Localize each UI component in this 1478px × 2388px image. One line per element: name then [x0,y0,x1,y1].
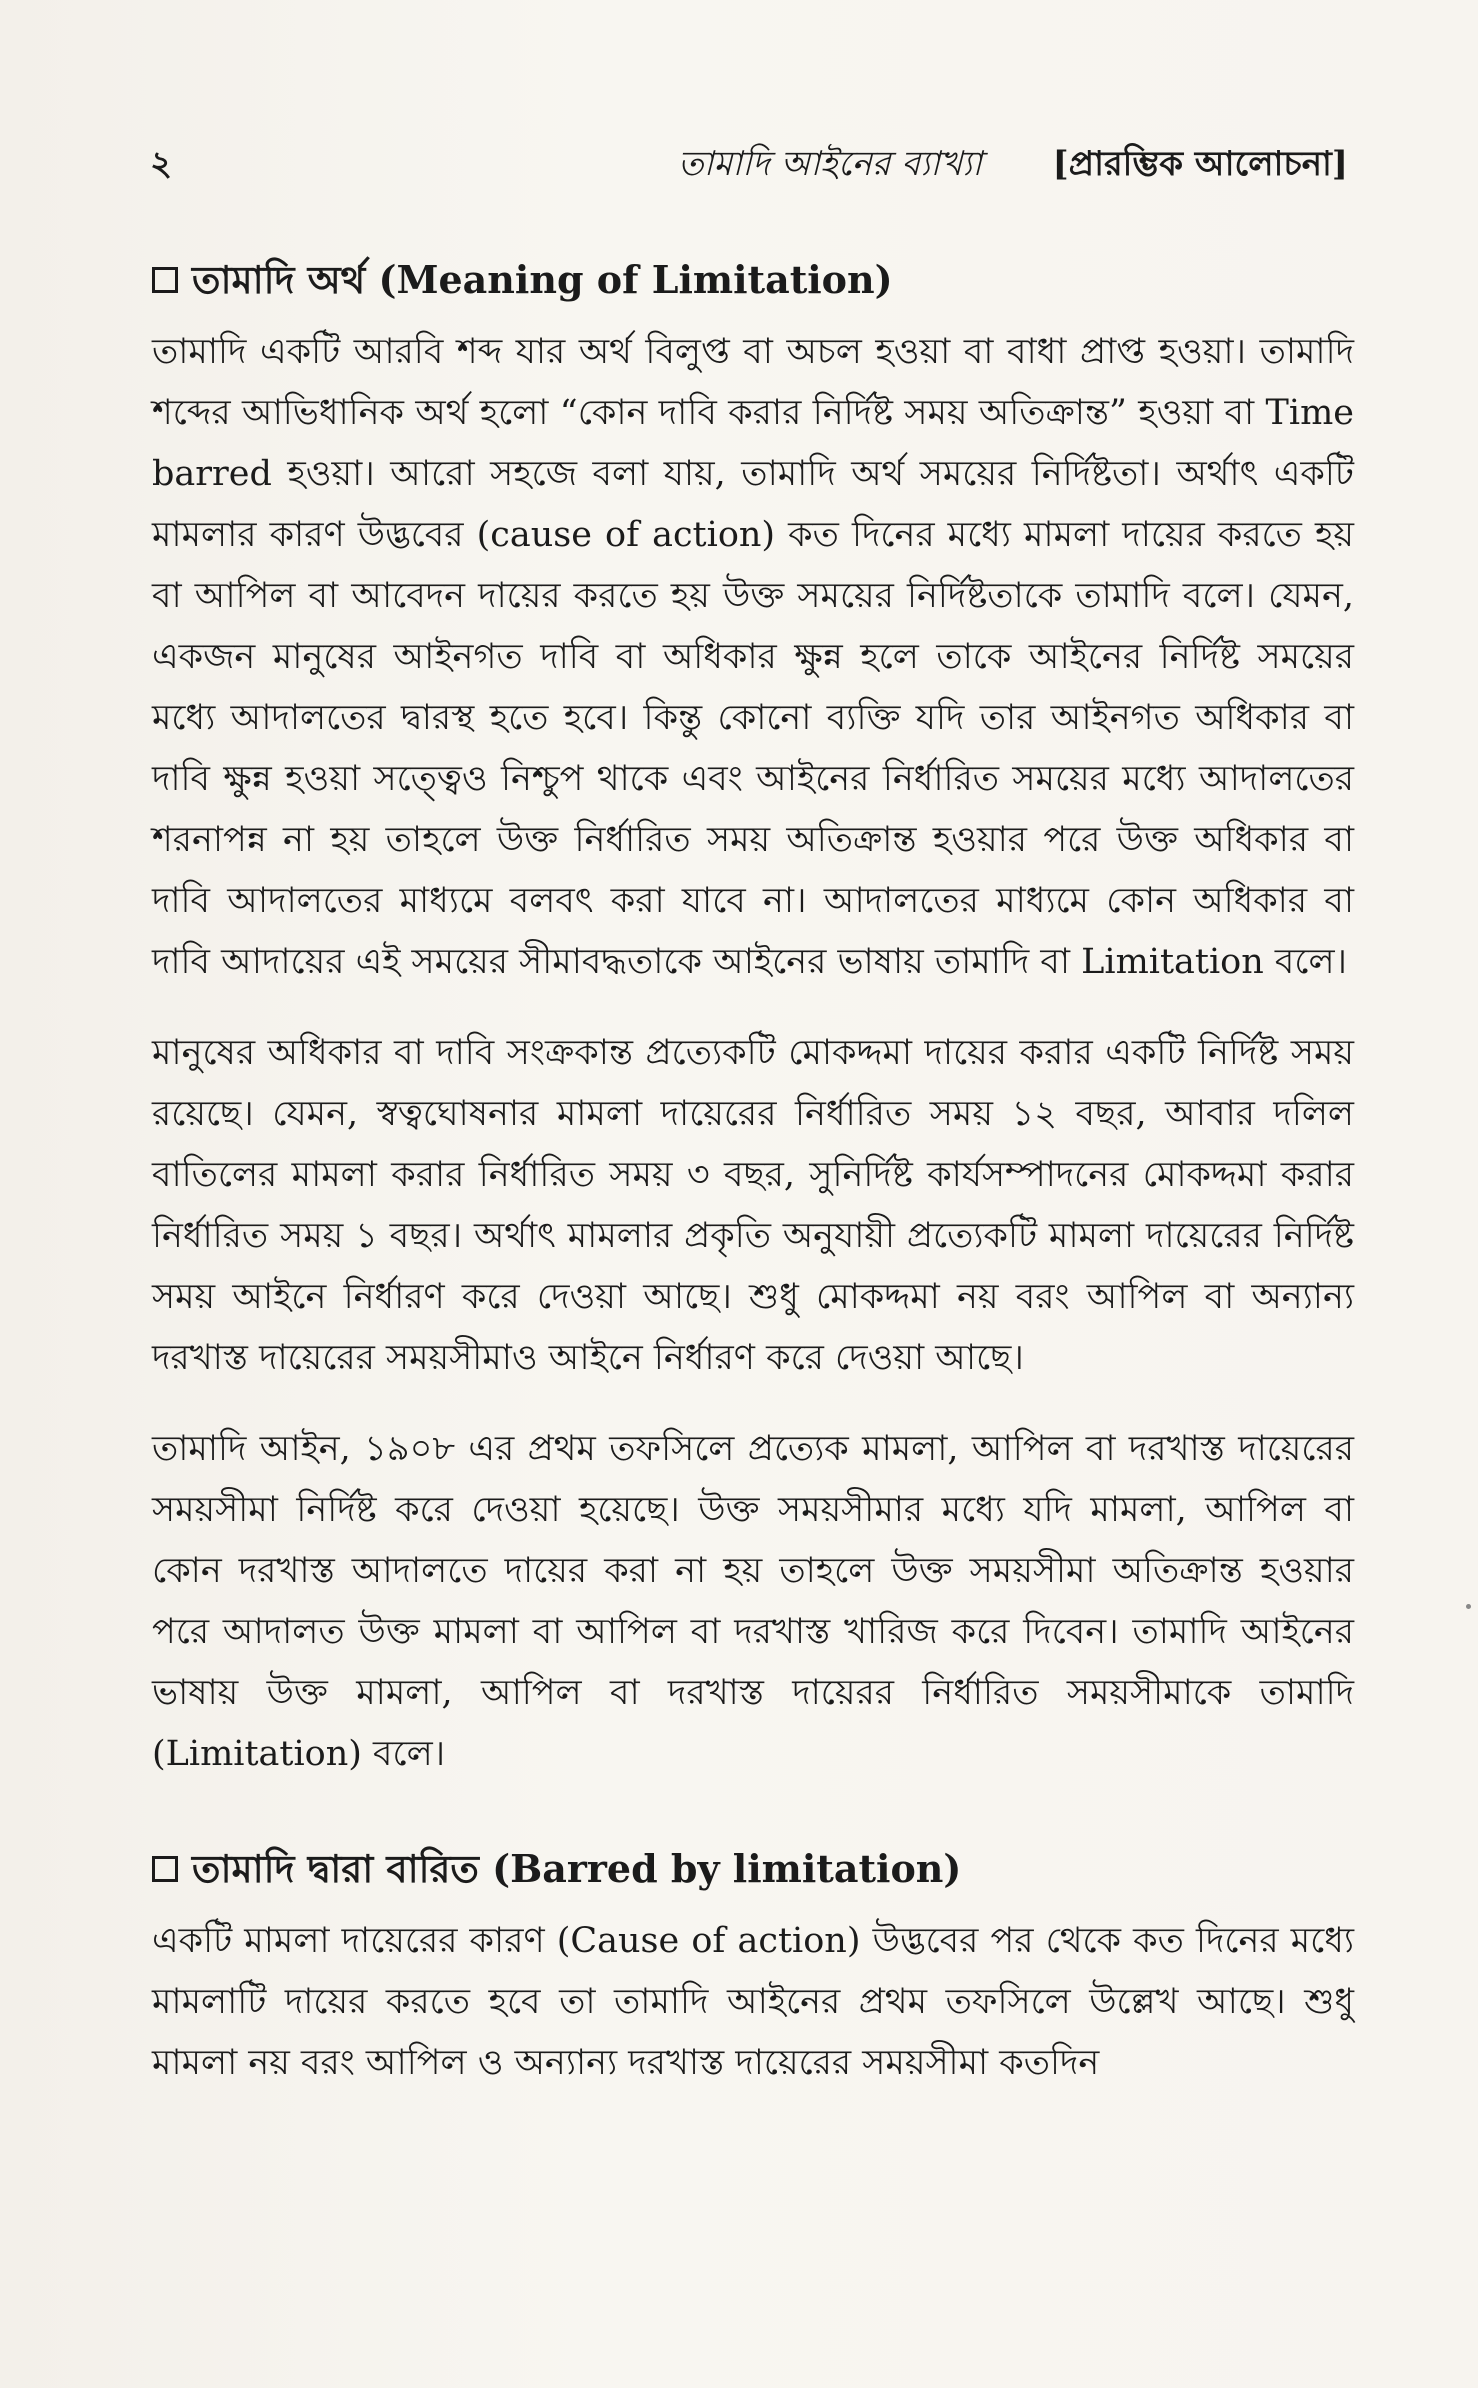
page-header [150,138,1360,188]
checkbox-icon [152,267,178,293]
paragraph: তামাদি একটি আরবি শব্দ যার অর্থ বিলুপ্ত বা অচল হওয়া বা বাধা প্রাপ্ত হওয়া। তামাদি শব্দের আভিধানিক অর্থ হলো “কোন দাবি করার নির্দিষ্ট সময় অতিক্রান্ত” হওয়া বা Time barred হওয়া। আরো সহজে বলা যায়, তামাদি অর্থ সময়ের নির্দিষ্টতা। অর্থাৎ একটি মামলার কারণ উদ্ভবের (cause of action) কত দিনের মধ্যে মামলা দায়ের করতে হয় বা আপিল বা আবেদন দায়ের করতে হয় উক্ত সময়ের নির্দিষ্টতাকে তামাদি বলে। যেমন, একজন মানুষের আইনগত দাবি বা অধিকার ক্ষুন্ন হলে তাকে আইনের নির্দিষ্ট সময়ের মধ্যে আদালতের দ্বারস্থ হতে হবে। কিন্তু কোনো ব্যক্তি যদি তার আইনগত অধিকার বা দাবি ক্ষুন্ন হওয়া সত্ত্বেও নিশ্চুপ থাকে এবং আইনের নির্ধারিত সময়ের মধ্যে আদালতের শরনাপন্ন না হয় তাহলে উক্ত নির্ধারিত সময় অতিক্রান্ত হওয়ার পরে উক্ত অধিকার বা দাবি আদালতের মাধ্যমে বলবৎ করা যাবে না। আদালতের মাধ্যমে কোন অধিকার বা দাবি আদায়ের এই সময়ের সীমাবদ্ধতাকে আইনের ভাষায় তামাদি বা Limitation বলে। [152,332,1354,982]
section-barred-by-limitation [152,1837,1354,2094]
section-meaning-of-limitation [152,248,1354,1785]
checkbox-icon [152,1856,178,1882]
paragraph: একটি মামলা দায়েরের কারণ (Cause of action) উদ্ভবের পর থেকে কত দিনের মধ্যে মামলাটি দায়ের করতে হবে তা তামাদি আইনের প্রথম তফসিলে উল্লেখ আছে। শুধু মামলা নয় বরং আপিল ও অন্যান্য দরখাস্ত দায়েরের সময়সীমা কতদিন [152,1921,1354,2083]
section-gap [152,1815,1354,1837]
chapter-tag: [প্রারম্ভিক আলোচনা] [1052,144,1348,184]
running-title: তামাদি আইনের ব্যাখ্যা [677,144,982,184]
section-heading-text: তামাদি অর্থ (Meaning of Limitation) [192,257,893,302]
page-number: ২ [150,144,173,184]
paragraph: মানুষের অধিকার বা দাবি সংক্রকান্ত প্রত্যেকটি মোকদ্দমা দায়ের করার একটি নির্দিষ্ট সময় রয়েছে। যেমন, স্বত্বঘোষনার মামলা দায়েরের নির্ধারিত সময় ১২ বছর, আবার দলিল বাতিলের মামলা করার নির্ধারিত সময় ৩ বছর, সুনির্দিষ্ট কার্যসম্পাদনের মোকদ্দমা করার নির্ধারিত সময় ১ বছর। অর্থাৎ মামলার প্রকৃতি অনুযায়ী প্রত্যেকটি মামলা দায়েরের নির্দিষ্ট সময় আইনে নির্ধারণ করে দেওয়া আছে। শুধু মোকদ্দমা নয় বরং আপিল বা অন্যান্য দরখাস্ত দায়েরের সময়সীমাও আইনে নির্ধারণ করে দেওয়া আছে। [152,1033,1354,1378]
page-content [152,248,1354,2124]
page-edge-mark [1466,1604,1471,1609]
section-heading [152,1837,1354,1901]
section-heading [152,248,1354,312]
section-heading-text: তামাদি দ্বারা বারিত (Barred by limitation) [192,1846,962,1891]
paragraph: তামাদি আইন, ১৯০৮ এর প্রথম তফসিলে প্রত্যেক মামলা, আপিল বা দরখাস্ত দায়েরের সময়সীমা নির্দিষ্ট করে দেওয়া হয়েছে। উক্ত সময়সীমার মধ্যে যদি মামলা, আপিল বা কোন দরখাস্ত আদালতে দায়ের করা না হয় তাহলে উক্ত সময়সীমা অতিক্রান্ত হওয়ার পরে আদালত উক্ত মামলা বা আপিল বা দরখাস্ত খারিজ করে দিবেন। তামাদি আইনের ভাষায় উক্ত মামলা, আপিল বা দরখাস্ত দায়েরর নির্ধারিত সময়সীমাকে তামাদি (Limitation) বলে। [152,1429,1354,1774]
